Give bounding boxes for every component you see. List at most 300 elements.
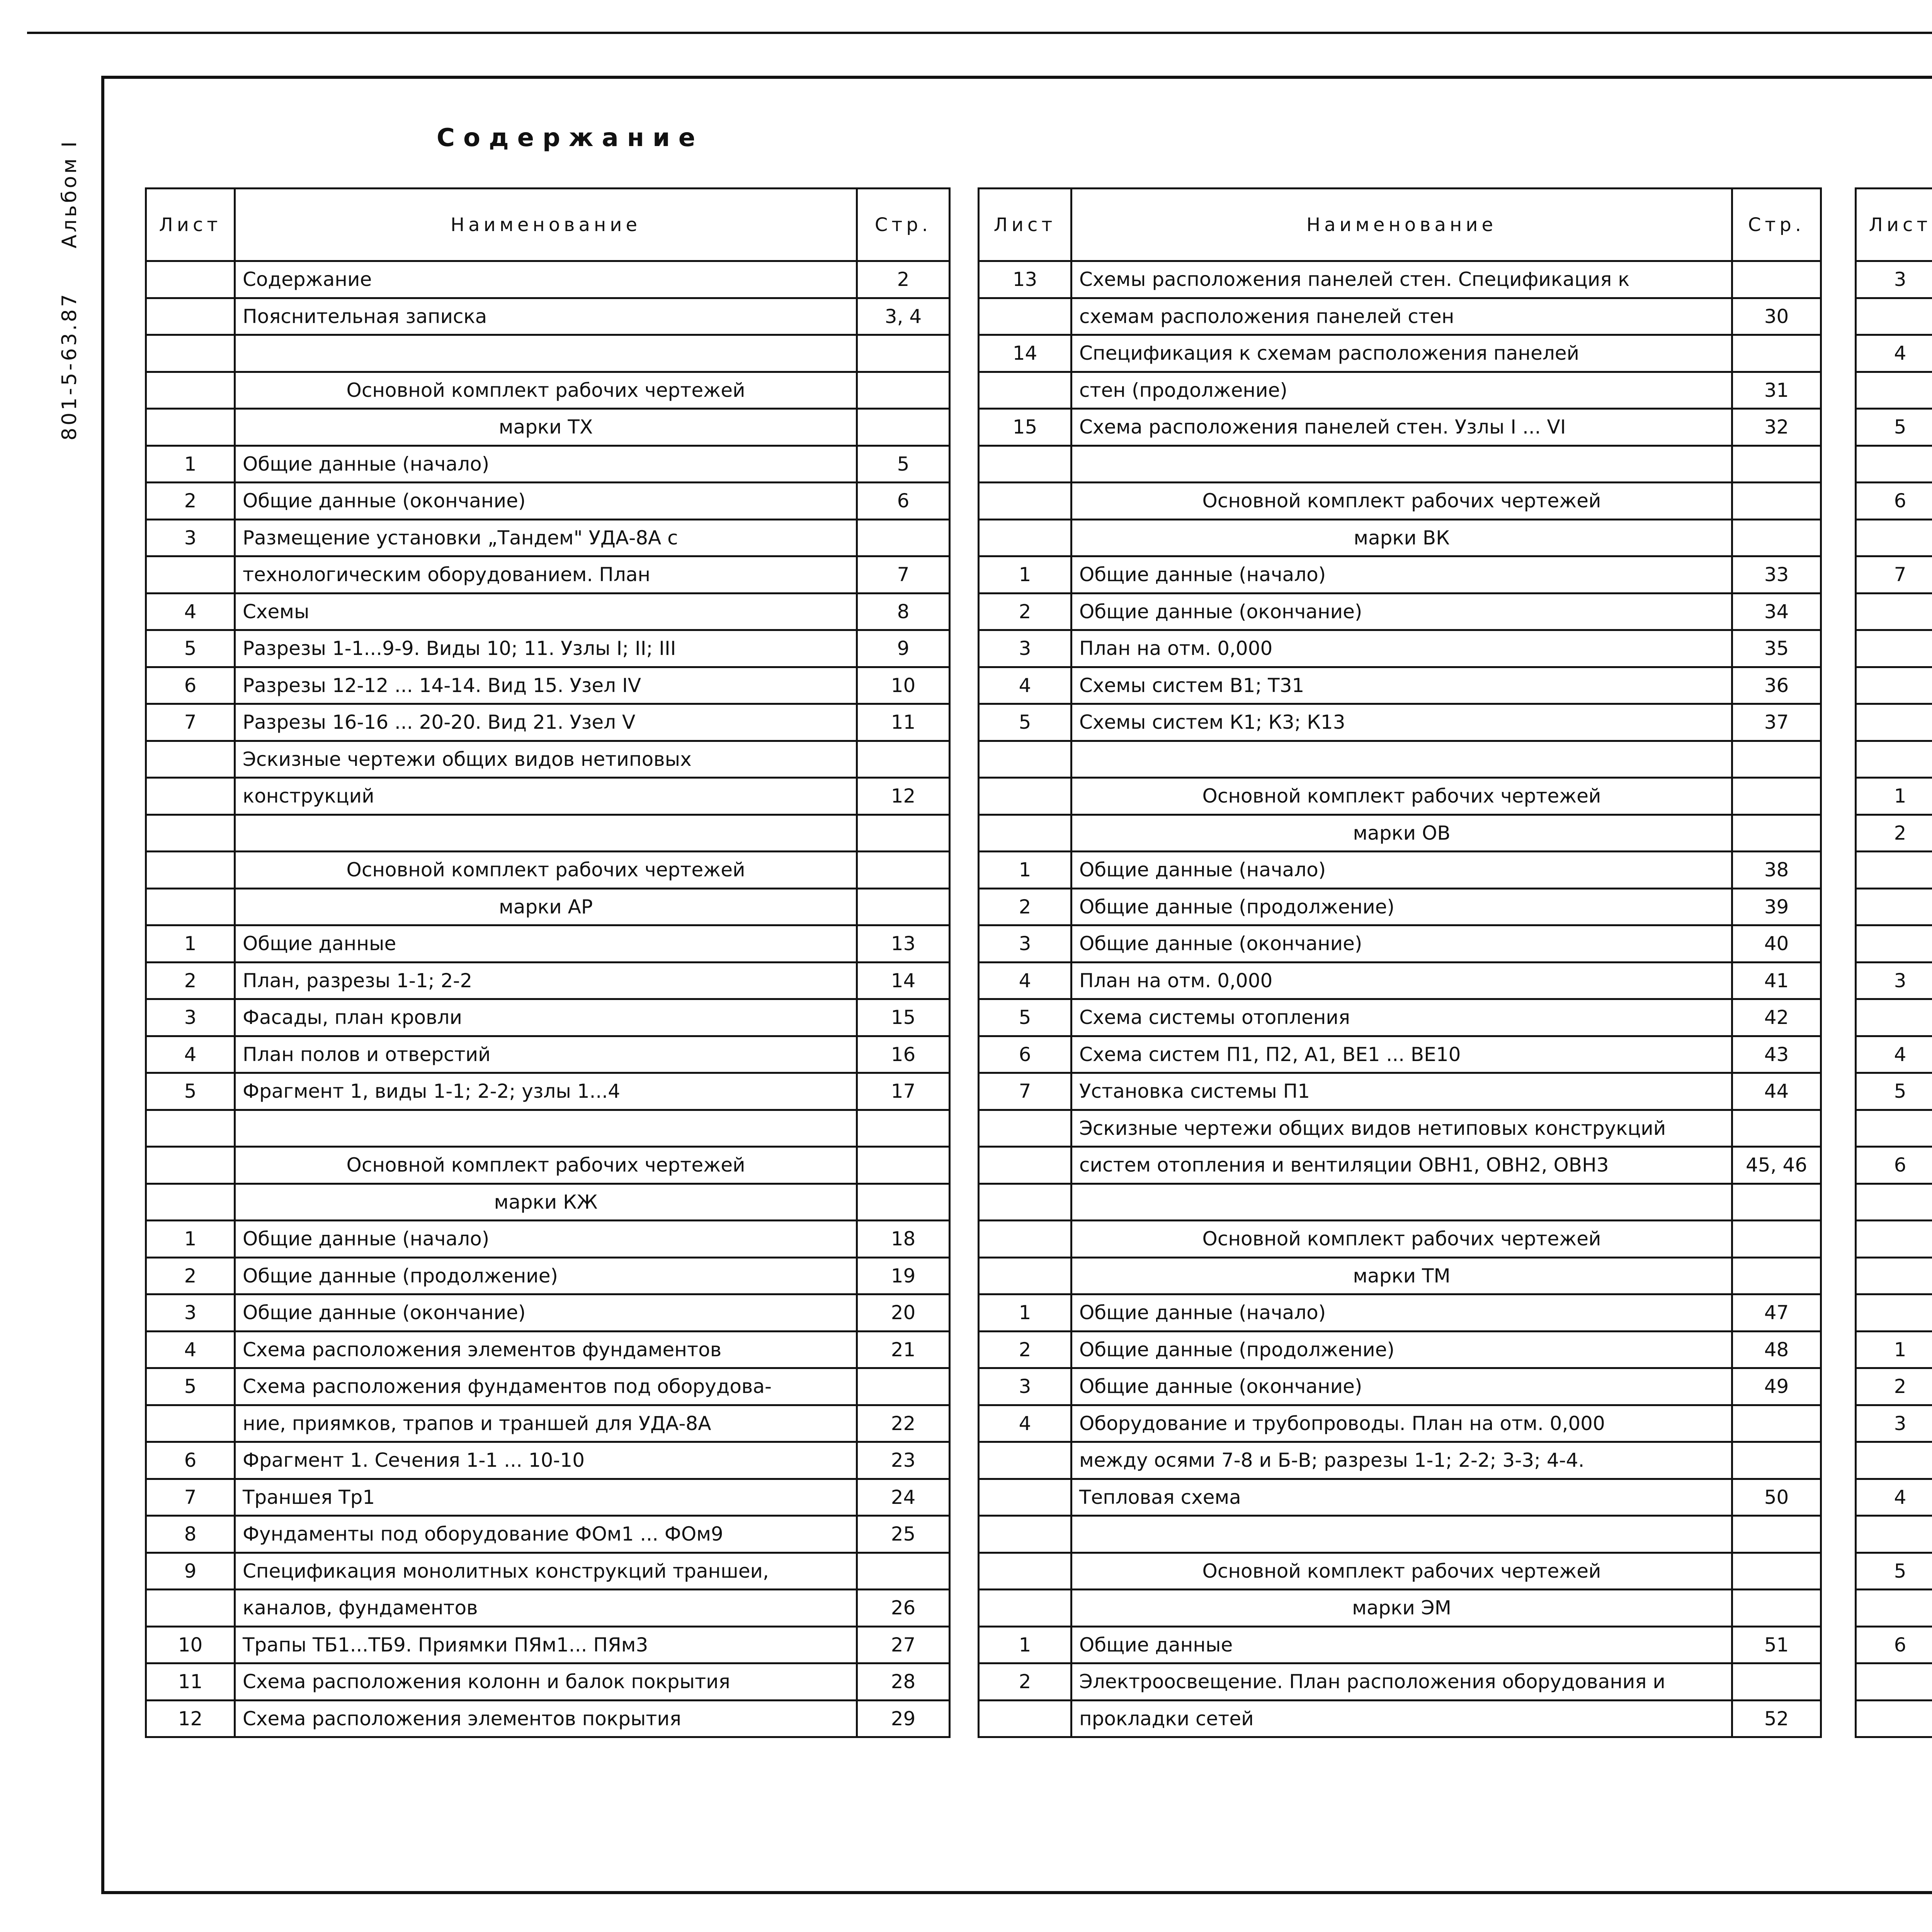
title-cell: Разрезы 1-1...9-9. Виды 10; 11. Узлы I; II; III xyxy=(235,630,857,667)
title-cell: Основной комплект рабочих чертежей xyxy=(235,852,857,889)
sheet-number-cell: 3 xyxy=(1856,261,1932,298)
sheet-number-cell: 13 xyxy=(979,261,1071,298)
page-cell: 27 xyxy=(857,1626,950,1663)
sheet-number-cell: 5 xyxy=(1856,1553,1932,1590)
title-cell: Пояснительная записка xyxy=(235,298,857,335)
table-row xyxy=(979,409,1821,446)
sheet-number-cell xyxy=(979,1442,1071,1479)
title-cell xyxy=(1071,1184,1732,1221)
table-row xyxy=(146,1405,950,1442)
sheet-number-cell: 2 xyxy=(979,593,1071,630)
table-row xyxy=(1856,483,1932,520)
table-row xyxy=(146,1553,950,1590)
title-cell: Общие данные (окончание) xyxy=(1071,925,1732,963)
sheet-number-cell: 1 xyxy=(146,446,235,483)
table-row xyxy=(1856,1073,1932,1110)
page-cell: 8 xyxy=(857,593,950,630)
page-cell xyxy=(1732,741,1821,778)
title-cell: План, разрезы 1-1; 2-2 xyxy=(235,962,857,999)
sheet-number-cell: 3 xyxy=(146,1294,235,1332)
table-row xyxy=(146,1368,950,1405)
sheet-number-cell: 9 xyxy=(146,1553,235,1590)
title-cell: прокладки сетей xyxy=(1071,1700,1732,1737)
sheet-number-cell xyxy=(1856,1221,1932,1258)
sheet-number-cell xyxy=(146,372,235,409)
page-cell: 31 xyxy=(1732,372,1821,409)
table-row xyxy=(1856,925,1932,963)
page-cell xyxy=(857,519,950,556)
table-row xyxy=(1856,1368,1932,1405)
title-cell: Тепловая схема xyxy=(1071,1479,1732,1516)
section-heading-row xyxy=(979,483,1821,520)
toc-table-3 xyxy=(1855,187,1932,1738)
title-cell: Схема расположения панелей стен. Узлы I ... VI xyxy=(1071,409,1732,446)
page-cell xyxy=(1732,1663,1821,1701)
sheet-number-cell xyxy=(146,741,235,778)
title-cell: Основной комплект рабочих чертежей xyxy=(1071,778,1732,815)
sheet-number-cell: 5 xyxy=(1856,1073,1932,1110)
sheet-number-cell: 4 xyxy=(146,593,235,630)
sheet-number-cell: 5 xyxy=(146,1073,235,1110)
table-row xyxy=(979,1073,1821,1110)
title-cell: технологическим оборудованием. План xyxy=(235,556,857,594)
table-row xyxy=(1856,1331,1932,1368)
sheet-number-cell xyxy=(1856,1257,1932,1294)
page-cell xyxy=(857,888,950,925)
table-row xyxy=(146,1110,950,1147)
table-row xyxy=(146,1036,950,1073)
page-cell: 30 xyxy=(1732,298,1821,335)
sheet-number-cell xyxy=(1856,630,1932,667)
sheet-number-cell xyxy=(1856,1184,1932,1221)
sheet-number-cell xyxy=(1856,741,1932,778)
section-heading-row xyxy=(146,852,950,889)
table-row xyxy=(146,335,950,372)
page-cell xyxy=(1732,519,1821,556)
page-cell: 44 xyxy=(1732,1073,1821,1110)
sheet-number-cell: 3 xyxy=(1856,1405,1932,1442)
col-header-sheet: Лист xyxy=(146,189,235,261)
page-cell xyxy=(857,1553,950,1590)
sheet-number-cell: 4 xyxy=(979,962,1071,999)
page-cell: 39 xyxy=(1732,888,1821,925)
page-cell xyxy=(1732,1590,1821,1627)
sheet-number-cell xyxy=(146,298,235,335)
sheet-number-cell: 6 xyxy=(1856,483,1932,520)
table-row xyxy=(146,1626,950,1663)
table-row xyxy=(1856,519,1932,556)
page-cell: 18 xyxy=(857,1221,950,1258)
page-cell xyxy=(857,815,950,852)
col-header-sheet: Лист xyxy=(1856,189,1932,261)
table-row xyxy=(146,925,950,963)
page-cell xyxy=(1732,1184,1821,1221)
sheet-number-cell xyxy=(979,372,1071,409)
page-cell: 36 xyxy=(1732,667,1821,704)
table-row xyxy=(979,1110,1821,1147)
page-cell xyxy=(857,1147,950,1184)
title-cell: стен (продолжение) xyxy=(1071,372,1732,409)
title-cell xyxy=(235,335,857,372)
page-cell: 7 xyxy=(857,556,950,594)
section-heading-row xyxy=(979,778,1821,815)
sheet-number-cell: 5 xyxy=(146,630,235,667)
title-cell: Общие данные (продолжение) xyxy=(235,1257,857,1294)
table-row xyxy=(146,704,950,741)
page-cell xyxy=(857,852,950,889)
col-header-page: Стр. xyxy=(857,189,950,261)
table-row xyxy=(1856,1221,1932,1258)
sheet-number-cell xyxy=(1856,704,1932,741)
sheet-number-cell: 1 xyxy=(146,925,235,963)
sheet-number-cell xyxy=(979,1221,1071,1258)
page-cell xyxy=(1732,1442,1821,1479)
table-row xyxy=(979,1147,1821,1184)
table-row xyxy=(146,999,950,1036)
sheet-number-cell: 4 xyxy=(979,1405,1071,1442)
page-cell: 51 xyxy=(1732,1626,1821,1663)
sheet-number-cell xyxy=(1856,519,1932,556)
sheet-number-cell xyxy=(146,815,235,852)
table-row xyxy=(1856,1590,1932,1627)
page-cell: 34 xyxy=(1732,593,1821,630)
page-cell xyxy=(1732,446,1821,483)
sheet-number-cell: 3 xyxy=(1856,962,1932,999)
toc-table-1 xyxy=(145,187,951,1738)
page-cell: 3, 4 xyxy=(857,298,950,335)
title-cell: Фрагмент 1, виды 1-1; 2-2; узлы 1...4 xyxy=(235,1073,857,1110)
sheet-number-cell xyxy=(979,519,1071,556)
title-cell: Общие данные xyxy=(235,925,857,963)
title-cell: Общие данные (окончание) xyxy=(235,1294,857,1332)
page-cell: 13 xyxy=(857,925,950,963)
sheet-number-cell: 7 xyxy=(1856,556,1932,594)
page-cell xyxy=(857,372,950,409)
title-cell: Общие данные (начало) xyxy=(235,446,857,483)
table-row xyxy=(1856,1442,1932,1479)
page-cell: 23 xyxy=(857,1442,950,1479)
sheet-number-cell xyxy=(979,298,1071,335)
table-row xyxy=(1856,298,1932,335)
title-cell: Схема расположения элементов фундаментов xyxy=(235,1331,857,1368)
table-row xyxy=(146,1073,950,1110)
table-row xyxy=(979,1184,1821,1221)
top-rule xyxy=(27,32,1932,34)
title-cell: Основной комплект рабочих чертежей xyxy=(235,372,857,409)
sheet-number-cell xyxy=(1856,1294,1932,1332)
sheet-number-cell: 3 xyxy=(146,519,235,556)
title-cell: Спецификация к схемам расположения панелей xyxy=(1071,335,1732,372)
table-row xyxy=(1856,446,1932,483)
table-row xyxy=(146,1221,950,1258)
sheet-number-cell xyxy=(1856,852,1932,889)
title-cell: План полов и отверстий xyxy=(235,1036,857,1073)
page-cell: 6 xyxy=(857,483,950,520)
title-cell: Трапы ТБ1...ТБ9. Приямки ПЯм1... ПЯм3 xyxy=(235,1626,857,1663)
page-cell: 25 xyxy=(857,1516,950,1553)
page-cell: 45, 46 xyxy=(1732,1147,1821,1184)
side-code: 801-5-63.87 xyxy=(58,292,81,440)
sheet-number-cell xyxy=(1856,446,1932,483)
section-heading-row xyxy=(146,1147,950,1184)
table-row xyxy=(1856,335,1932,372)
table-row xyxy=(1856,1110,1932,1147)
title-cell: Общие данные (окончание) xyxy=(235,483,857,520)
sheet-number-cell: 1 xyxy=(979,556,1071,594)
table-row xyxy=(146,1331,950,1368)
sheet-number-cell: 1 xyxy=(1856,778,1932,815)
sheet-number-cell xyxy=(146,1110,235,1147)
sheet-number-cell xyxy=(1856,1590,1932,1627)
title-cell: Схема расположения колонн и балок покрытия xyxy=(235,1663,857,1701)
title-cell: Фасады, план кровли xyxy=(235,999,857,1036)
title-cell: Содержание xyxy=(235,261,857,298)
page-cell: 37 xyxy=(1732,704,1821,741)
table-row xyxy=(979,1516,1821,1553)
table-row xyxy=(1856,1700,1932,1737)
page-cell xyxy=(857,741,950,778)
table-row xyxy=(1856,999,1932,1036)
title-cell: конструкций xyxy=(235,778,857,815)
table-row xyxy=(146,556,950,594)
page-cell: 5 xyxy=(857,446,950,483)
page-cell: 40 xyxy=(1732,925,1821,963)
title-cell: Схема систем П1, П2, А1, ВЕ1 ... ВЕ10 xyxy=(1071,1036,1732,1073)
title-cell: Основной комплект рабочих чертежей xyxy=(1071,1221,1732,1258)
sheet-number-cell: 2 xyxy=(146,483,235,520)
title-cell: Общие данные (продолжение) xyxy=(1071,1331,1732,1368)
table-row xyxy=(1856,1479,1932,1516)
title-cell: Общие данные (окончание) xyxy=(1071,593,1732,630)
sheet-number-cell: 1 xyxy=(979,1294,1071,1332)
sheet-number-cell: 15 xyxy=(979,409,1071,446)
table-row xyxy=(979,1036,1821,1073)
sheet-number-cell xyxy=(146,409,235,446)
sheet-number-cell: 8 xyxy=(146,1516,235,1553)
title-cell xyxy=(235,1110,857,1147)
table-row xyxy=(146,298,950,335)
page-cell xyxy=(1732,483,1821,520)
sheet-number-cell xyxy=(1856,372,1932,409)
table-row xyxy=(146,741,950,778)
table-row xyxy=(146,630,950,667)
table-row xyxy=(979,372,1821,409)
table-row xyxy=(1856,1553,1932,1590)
table-row xyxy=(979,888,1821,925)
table-row xyxy=(979,741,1821,778)
table-row xyxy=(979,1663,1821,1701)
page-cell xyxy=(857,409,950,446)
sheet-number-cell: 2 xyxy=(146,962,235,999)
title-cell: каналов, фундаментов xyxy=(235,1590,857,1627)
page-cell xyxy=(857,1110,950,1147)
table-row xyxy=(979,446,1821,483)
section-heading-row xyxy=(146,888,950,925)
page-cell: 48 xyxy=(1732,1331,1821,1368)
title-cell: Основной комплект рабочих чертежей xyxy=(1071,483,1732,520)
title-cell xyxy=(235,815,857,852)
page-cell: 43 xyxy=(1732,1036,1821,1073)
title-cell: Электроосвещение. План расположения оборудования и xyxy=(1071,1663,1732,1701)
table-row xyxy=(146,1294,950,1332)
sheet-number-cell xyxy=(146,335,235,372)
table-row xyxy=(979,704,1821,741)
sheet-number-cell: 1 xyxy=(146,1221,235,1258)
title-cell: Разрезы 16-16 ... 20-20. Вид 21. Узел V xyxy=(235,704,857,741)
title-cell: марки ТМ xyxy=(1071,1257,1732,1294)
page-cell: 50 xyxy=(1732,1479,1821,1516)
page-cell: 11 xyxy=(857,704,950,741)
table-row xyxy=(979,261,1821,298)
table-row xyxy=(146,1590,950,1627)
table-row xyxy=(979,1405,1821,1442)
page-cell: 20 xyxy=(857,1294,950,1332)
section-heading-row xyxy=(146,409,950,446)
title-cell: марки ЭМ xyxy=(1071,1590,1732,1627)
title-cell: Установка системы П1 xyxy=(1071,1073,1732,1110)
table-row xyxy=(979,1700,1821,1737)
table-row xyxy=(146,1442,950,1479)
table-row xyxy=(1856,1184,1932,1221)
table-row xyxy=(1856,1147,1932,1184)
title-cell xyxy=(1071,446,1732,483)
page-cell xyxy=(1732,1553,1821,1590)
col-header-page: Стр. xyxy=(1732,189,1821,261)
title-cell: План на отм. 0,000 xyxy=(1071,962,1732,999)
table-row xyxy=(146,778,950,815)
table-row xyxy=(1856,815,1932,852)
sheet-number-cell xyxy=(146,556,235,594)
sheet-number-cell xyxy=(979,483,1071,520)
sheet-number-cell xyxy=(979,1479,1071,1516)
table-row xyxy=(146,593,950,630)
sheet-number-cell xyxy=(1856,593,1932,630)
table-row xyxy=(1856,778,1932,815)
title-cell xyxy=(1071,741,1732,778)
page-cell: 49 xyxy=(1732,1368,1821,1405)
sheet-number-cell xyxy=(1856,1663,1932,1701)
page-cell xyxy=(1732,1405,1821,1442)
table-row xyxy=(1856,852,1932,889)
table-row xyxy=(979,630,1821,667)
table-row xyxy=(146,1257,950,1294)
sheet-number-cell: 4 xyxy=(146,1036,235,1073)
sheet-number-cell: 2 xyxy=(1856,815,1932,852)
page-cell xyxy=(1732,335,1821,372)
section-heading-row xyxy=(979,1221,1821,1258)
table-row xyxy=(979,1626,1821,1663)
title-cell: Эскизные чертежи общих видов нетиповых xyxy=(235,741,857,778)
sheet-number-cell: 3 xyxy=(979,925,1071,963)
table-row xyxy=(146,261,950,298)
table-row xyxy=(979,667,1821,704)
section-heading-row xyxy=(979,1590,1821,1627)
table-row xyxy=(979,1368,1821,1405)
side-album: Альбом I xyxy=(58,139,81,248)
table-row xyxy=(979,1294,1821,1332)
table-row xyxy=(979,1479,1821,1516)
title-cell: Фрагмент 1. Сечения 1-1 ... 10-10 xyxy=(235,1442,857,1479)
title-cell: Общие данные (окончание) xyxy=(1071,1368,1732,1405)
sheet-number-cell xyxy=(146,852,235,889)
title-cell: Схема системы отопления xyxy=(1071,999,1732,1036)
table-row xyxy=(146,1663,950,1701)
title-cell xyxy=(1071,1516,1732,1553)
section-heading-row xyxy=(979,1553,1821,1590)
title-cell: марки КЖ xyxy=(235,1184,857,1221)
table-row xyxy=(1856,962,1932,999)
sheet-number-cell xyxy=(146,1405,235,1442)
sheet-number-cell: 7 xyxy=(146,704,235,741)
sheet-number-cell: 2 xyxy=(146,1257,235,1294)
sheet-number-cell: 12 xyxy=(146,1700,235,1737)
sheet-number-cell: 1 xyxy=(979,852,1071,889)
sheet-number-cell xyxy=(146,1147,235,1184)
sheet-number-cell: 4 xyxy=(1856,1479,1932,1516)
page-cell: 15 xyxy=(857,999,950,1036)
page-cell xyxy=(857,1368,950,1405)
table-row xyxy=(1856,556,1932,594)
page-cell: 42 xyxy=(1732,999,1821,1036)
sheet-number-cell: 5 xyxy=(979,704,1071,741)
section-heading-row xyxy=(146,372,950,409)
sheet-number-cell xyxy=(979,778,1071,815)
title-cell: Общие данные xyxy=(1071,1626,1732,1663)
section-heading-row xyxy=(1856,704,1932,741)
sheet-number-cell: 5 xyxy=(979,999,1071,1036)
sheet-number-cell xyxy=(979,1257,1071,1294)
table-row xyxy=(1856,1626,1932,1663)
sheet-number-cell xyxy=(979,815,1071,852)
title-cell: схемам расположения панелей стен xyxy=(1071,298,1732,335)
title-cell: Основной комплект рабочих чертежей xyxy=(235,1147,857,1184)
table-header-row xyxy=(979,189,1821,261)
page-cell: 14 xyxy=(857,962,950,999)
table-header-row xyxy=(1856,189,1932,261)
title-cell: между осями 7-8 и Б-В; разрезы 1-1; 2-2; 3-3; 4-4. xyxy=(1071,1442,1732,1479)
table-row xyxy=(146,667,950,704)
sheet-number-cell xyxy=(1856,1700,1932,1737)
table-row xyxy=(1856,593,1932,630)
table-row xyxy=(146,1700,950,1737)
sheet-number-cell xyxy=(979,1110,1071,1147)
table-row xyxy=(979,999,1821,1036)
sheet-number-cell: 3 xyxy=(146,999,235,1036)
sheet-number-cell xyxy=(979,1700,1071,1737)
title-cell: Общие данные (начало) xyxy=(1071,852,1732,889)
table-row xyxy=(979,925,1821,963)
sheet-number-cell: 6 xyxy=(146,667,235,704)
page-cell: 35 xyxy=(1732,630,1821,667)
col-header-name: Наименование xyxy=(235,189,857,261)
title-cell: Схемы систем К1; К3; К13 xyxy=(1071,704,1732,741)
title-cell: План на отм. 0,000 xyxy=(1071,630,1732,667)
sheet-number-cell: 14 xyxy=(979,335,1071,372)
sheet-number-cell: 2 xyxy=(979,888,1071,925)
page-cell: 38 xyxy=(1732,852,1821,889)
sheet-number-cell: 4 xyxy=(146,1331,235,1368)
table-row xyxy=(1856,1516,1932,1553)
sheet-number-cell xyxy=(1856,888,1932,925)
sheet-number-cell xyxy=(1856,667,1932,704)
page-cell: 9 xyxy=(857,630,950,667)
sheet-number-cell: 3 xyxy=(979,630,1071,667)
sheet-number-cell xyxy=(1856,1110,1932,1147)
sheet-number-cell xyxy=(979,1147,1071,1184)
table-header-row xyxy=(146,189,950,261)
title-cell: марки АР xyxy=(235,888,857,925)
sheet-number-cell: 2 xyxy=(979,1663,1071,1701)
